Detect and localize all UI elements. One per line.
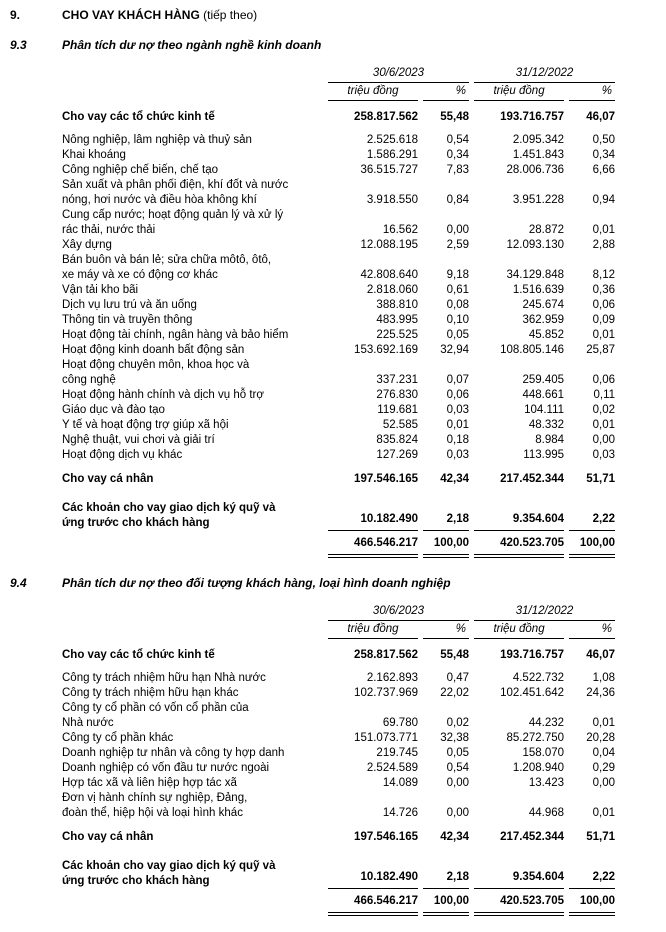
amount-cell: 362.959 [522, 314, 565, 326]
row-label: Thông tin và truyền thông [62, 314, 193, 326]
table-row [62, 148, 615, 163]
section-title-bold: CHO VAY KHÁCH HÀNG [62, 8, 200, 22]
table-row [62, 163, 615, 178]
amount-cell: 225.525 [376, 329, 418, 341]
percent-cell: 0,09 [592, 314, 616, 326]
row-label: Bán buôn và bán lẻ; sửa chữa môtô, ôtô, xe máy và xe có động cơ khác [62, 254, 272, 281]
percent-cell: 0,10 [446, 314, 470, 326]
percent-cell: 2,59 [446, 239, 470, 251]
percent-cell: 0,18 [446, 434, 470, 446]
row-label: Hợp tác xã và liên hiệp hợp tác xã [62, 777, 237, 789]
amount-cell: 9.354.604 [474, 495, 564, 531]
amount-cell: 14.089 [382, 777, 418, 789]
row-label: Các khoản cho vay giao dịch ký quỹ và ứng trước cho khách hàng [62, 860, 276, 887]
amount-cell: 28.006.736 [506, 164, 565, 176]
empty-header-cell [62, 65, 323, 83]
amount-cell: 219.745 [376, 747, 418, 759]
amount-cell: 1.451.843 [512, 149, 565, 161]
table-row [62, 889, 615, 916]
percent-cell: 0,02 [446, 717, 470, 729]
percent-cell: 55,48 [440, 649, 470, 661]
percent-cell: 0,07 [446, 374, 470, 386]
percent-cell: 0,84 [446, 194, 470, 206]
percent-cell: 0,01 [592, 807, 616, 819]
percent-cell: 0,01 [592, 329, 616, 341]
amount-cell: 104.111 [524, 404, 565, 416]
percent-cell: 0,01 [592, 419, 616, 431]
empty-header-cell [62, 621, 323, 639]
table-row [62, 358, 615, 388]
row-label: Cho vay các tổ chức kinh tế [62, 649, 215, 661]
percent-cell: 0,11 [593, 389, 616, 401]
amount-cell: 14.726 [382, 807, 418, 819]
subsection-9-3-number: 9.3 [10, 38, 27, 52]
row-label: Y tế và hoạt động trợ giúp xã hội [62, 419, 229, 431]
date-header-row [62, 65, 615, 83]
percent-cell: 0,04 [592, 747, 616, 759]
amount-cell: 102.451.642 [500, 687, 565, 699]
table-row [62, 208, 615, 238]
amount-cell: 3.918.550 [366, 194, 418, 206]
percent-cell: 2,18 [423, 853, 469, 889]
amount-cell: 10.182.490 [328, 495, 418, 531]
table-row [62, 671, 615, 686]
percent-cell: 22,02 [440, 687, 470, 699]
percent-cell: 0,03 [446, 404, 470, 416]
row-label: Công ty cổ phần khác [62, 732, 174, 744]
row-label: Sản xuất và phân phối điện, khí đốt và nước nóng, hơi nước và điều hòa không khí [62, 179, 289, 206]
percent-cell: 0,06 [592, 374, 616, 386]
row-label: Nông nghiệp, lâm nghiệp và thuỷ sản [62, 134, 252, 146]
table-row [62, 639, 615, 671]
table-row [62, 853, 615, 889]
amount-cell: 259.405 [522, 374, 565, 386]
percent-cell: 2,22 [569, 853, 615, 889]
percent-cell: 0,34 [592, 149, 616, 161]
amount-cell: 113.995 [523, 449, 565, 461]
table-row [62, 433, 615, 448]
amount-cell: 44.232 [528, 717, 565, 729]
amount-cell: 420.523.705 [474, 889, 564, 916]
percent-cell: 0,94 [592, 194, 616, 206]
table-row [62, 746, 615, 761]
amount-cell: 8.984 [535, 434, 565, 446]
row-label: Doanh nghiệp có vốn đầu tư nước ngoài [62, 762, 270, 774]
percent-cell: 0,02 [592, 404, 616, 416]
percent-cell: 0,06 [446, 389, 470, 401]
table-row [62, 313, 615, 328]
amount-cell: 151.073.771 [354, 732, 418, 744]
table-row [62, 731, 615, 746]
percent-cell: 46,07 [586, 111, 616, 123]
amount-cell: 245.674 [522, 299, 565, 311]
row-label: Cung cấp nước; hoạt động quản lý và xử lý rác thải, nước thải [62, 209, 284, 236]
amount-cell: 1.586.291 [366, 149, 418, 161]
amount-cell: 28.872 [528, 224, 565, 236]
row-label [62, 889, 323, 916]
table-row [62, 253, 615, 283]
table-row [62, 418, 615, 433]
col-header-date-current: 30/6/2023 [328, 65, 469, 83]
percent-cell: 25,87 [586, 344, 616, 356]
percent-cell: 100,00 [569, 531, 615, 558]
percent-cell: 0,00 [446, 807, 470, 819]
section-heading [10, 7, 666, 23]
percent-cell: 8,12 [592, 269, 616, 281]
row-label: Cho vay các tổ chức kinh tế [62, 111, 215, 123]
percent-cell: 0,01 [592, 717, 616, 729]
table-row [62, 776, 615, 791]
percent-cell: 0,01 [446, 419, 470, 431]
percent-cell: 100,00 [569, 889, 615, 916]
table-row [62, 403, 615, 418]
percent-cell: 0,36 [592, 284, 616, 296]
amount-cell: 466.546.217 [328, 889, 418, 916]
amount-cell: 102.737.969 [354, 687, 418, 699]
amount-cell: 197.546.165 [354, 831, 418, 843]
col-header-percent: % [569, 83, 615, 101]
col-header-unit: triệu đồng [328, 83, 418, 101]
amount-cell: 34.129.848 [506, 269, 565, 281]
row-label [62, 531, 323, 558]
amount-cell: 483.995 [376, 314, 418, 326]
percent-cell: 0,03 [446, 449, 470, 461]
percent-cell: 2,22 [569, 495, 615, 531]
percent-cell: 0,03 [592, 449, 616, 461]
table-row [62, 791, 615, 821]
percent-cell: 32,94 [440, 344, 470, 356]
row-label: Dịch vụ lưu trú và ăn uống [62, 299, 197, 311]
percent-cell: 0,00 [446, 224, 470, 236]
col-header-percent: % [423, 83, 469, 101]
amount-cell: 45.852 [528, 329, 565, 341]
amount-cell: 158.070 [522, 747, 565, 759]
percent-cell: 100,00 [423, 531, 469, 558]
amount-cell: 12.093.130 [506, 239, 565, 251]
empty-header-cell [62, 83, 323, 101]
section-title [62, 7, 257, 23]
table-row [62, 133, 615, 148]
table-row [62, 283, 615, 298]
amount-cell: 2.095.342 [512, 134, 565, 146]
col-header-unit: triệu đồng [328, 621, 418, 639]
row-label: Hoạt động chuyên môn, khoa học và công nghệ [62, 359, 250, 386]
percent-cell: 0,34 [446, 149, 470, 161]
unit-header-row [62, 621, 615, 639]
section-number: 9. [10, 8, 21, 22]
percent-cell: 42,34 [440, 831, 470, 843]
subsection-9-3-title: Phân tích dư nợ theo ngành nghề kinh doanh [62, 38, 322, 52]
amount-cell: 258.817.562 [354, 649, 418, 661]
amount-cell: 52.585 [382, 419, 418, 431]
amount-cell: 448.661 [522, 389, 565, 401]
table-row [62, 101, 615, 133]
amount-cell: 4.522.732 [512, 672, 565, 684]
date-header-row [62, 603, 615, 621]
amount-cell: 276.830 [376, 389, 418, 401]
amount-cell: 153.692.169 [354, 344, 418, 356]
subsection-9-3-heading [10, 37, 666, 53]
percent-cell: 51,71 [586, 473, 616, 485]
amount-cell: 466.546.217 [328, 531, 418, 558]
row-label: Khai khoáng [62, 149, 126, 161]
amount-cell: 2.818.060 [366, 284, 418, 296]
amount-cell: 69.780 [382, 717, 418, 729]
amount-cell: 2.525.618 [366, 134, 418, 146]
percent-cell: 24,36 [586, 687, 616, 699]
row-label: Hoạt động hành chính và dịch vụ hỗ trợ [62, 389, 264, 401]
row-label: Công ty cổ phần có vốn cổ phần của Nhà nước [62, 702, 249, 729]
percent-cell: 0,00 [592, 434, 616, 446]
percent-cell: 0,54 [446, 134, 470, 146]
amount-cell: 16.562 [382, 224, 418, 236]
row-label: Các khoản cho vay giao dịch ký quỹ và ứng trước cho khách hàng [62, 502, 276, 529]
row-label: Công nghiệp chế biến, chế tạo [62, 164, 219, 176]
amount-cell: 217.452.344 [500, 831, 565, 843]
percent-cell: 2,88 [592, 239, 616, 251]
table-row [62, 495, 615, 531]
unit-header-row [62, 83, 615, 101]
percent-cell: 0,00 [446, 777, 470, 789]
percent-cell: 0,00 [592, 777, 616, 789]
amount-cell: 9.354.604 [474, 853, 564, 889]
amount-cell: 2.524.589 [366, 762, 418, 774]
row-label: Hoạt động tài chính, ngân hàng và bảo hiểm [62, 329, 289, 341]
table-row [62, 463, 615, 495]
percent-cell: 0,08 [446, 299, 470, 311]
table-row [62, 701, 615, 731]
col-header-date-prior: 31/12/2022 [474, 603, 615, 621]
row-label: Xây dựng [62, 239, 112, 251]
percent-cell: 0,05 [446, 329, 470, 341]
percent-cell: 32,38 [440, 732, 470, 744]
table-row [62, 328, 615, 343]
amount-cell: 835.824 [376, 434, 418, 446]
percent-cell: 0,05 [446, 747, 470, 759]
amount-cell: 44.968 [528, 807, 565, 819]
percent-cell: 100,00 [423, 889, 469, 916]
percent-cell: 0,61 [446, 284, 470, 296]
percent-cell: 55,48 [440, 111, 470, 123]
table-row [62, 686, 615, 701]
table-row [62, 178, 615, 208]
amount-cell: 217.452.344 [500, 473, 565, 485]
amount-cell: 1.516.639 [512, 284, 565, 296]
amount-cell: 42.808.640 [360, 269, 418, 281]
col-header-unit: triệu đồng [474, 621, 564, 639]
amount-cell: 420.523.705 [474, 531, 564, 558]
amount-cell: 36.515.727 [360, 164, 418, 176]
table-row [62, 448, 615, 463]
amount-cell: 12.088.195 [360, 239, 418, 251]
amount-cell: 337.231 [376, 374, 418, 386]
row-label: Giáo dục và đào tạo [62, 404, 165, 416]
percent-cell: 0,50 [592, 134, 616, 146]
table-row [62, 821, 615, 853]
percent-cell: 2,18 [423, 495, 469, 531]
amount-cell: 119.681 [377, 404, 418, 416]
table-row [62, 298, 615, 313]
industry-analysis-table-body [62, 101, 615, 558]
percent-cell: 6,66 [592, 164, 616, 176]
table-row [62, 388, 615, 403]
row-label: Doanh nghiệp tư nhân và công ty hợp danh [62, 747, 285, 759]
row-label: Nghệ thuật, vui chơi và giải trí [62, 434, 215, 446]
percent-cell: 9,18 [446, 269, 470, 281]
row-label: Hoạt động kinh doanh bất động sản [62, 344, 245, 356]
col-header-date-current: 30/6/2023 [328, 603, 469, 621]
customer-type-analysis-table-body [62, 639, 615, 916]
percent-cell: 42,34 [440, 473, 470, 485]
table-row [62, 238, 615, 253]
row-label: Vận tải kho bãi [62, 284, 139, 296]
table-row [62, 761, 615, 776]
subsection-9-4-heading [10, 575, 666, 591]
amount-cell: 13.423 [528, 777, 565, 789]
amount-cell: 193.716.757 [500, 111, 565, 123]
row-label: Cho vay cá nhân [62, 831, 154, 843]
percent-cell: 0,47 [446, 672, 470, 684]
amount-cell: 193.716.757 [500, 649, 565, 661]
amount-cell: 108.805.146 [500, 344, 565, 356]
row-label: Đơn vị hành chính sự nghiệp, Đảng, đoàn thể, hiệp hội và loại hình khác [62, 792, 248, 819]
amount-cell: 127.269 [376, 449, 418, 461]
row-label: Cho vay cá nhân [62, 473, 154, 485]
row-label: Hoạt động dịch vụ khác [62, 449, 183, 461]
percent-cell: 20,28 [586, 732, 616, 744]
col-header-unit: triệu đồng [474, 83, 564, 101]
industry-analysis-table [57, 65, 620, 558]
customer-type-analysis-table [57, 603, 620, 916]
percent-cell: 0,06 [592, 299, 616, 311]
amount-cell: 48.332 [528, 419, 565, 431]
amount-cell: 197.546.165 [354, 473, 418, 485]
empty-header-cell [62, 603, 323, 621]
row-label: Công ty trách nhiệm hữu hạn Nhà nước [62, 672, 266, 684]
table-row [62, 531, 615, 558]
amount-cell: 388.810 [376, 299, 418, 311]
subsection-9-4-title: Phân tích dư nợ theo đối tượng khách hàng, loại hình doanh nghiệp [62, 576, 451, 590]
percent-cell: 51,71 [586, 831, 616, 843]
amount-cell: 3.951.228 [512, 194, 565, 206]
percent-cell: 0,29 [592, 762, 616, 774]
section-title-suffix: (tiếp theo) [199, 8, 258, 22]
percent-cell: 1,08 [592, 672, 616, 684]
percent-cell: 46,07 [586, 649, 616, 661]
col-header-date-prior: 31/12/2022 [474, 65, 615, 83]
amount-cell: 85.272.750 [506, 732, 565, 744]
percent-cell: 0,54 [446, 762, 470, 774]
amount-cell: 1.208.940 [512, 762, 565, 774]
col-header-percent: % [569, 621, 615, 639]
subsection-9-4-number: 9.4 [10, 576, 27, 590]
col-header-percent: % [423, 621, 469, 639]
percent-cell: 7,83 [446, 164, 470, 176]
amount-cell: 2.162.893 [366, 672, 418, 684]
row-label: Công ty trách nhiệm hữu hạn khác [62, 687, 239, 699]
amount-cell: 10.182.490 [328, 853, 418, 889]
amount-cell: 258.817.562 [354, 111, 418, 123]
percent-cell: 0,01 [592, 224, 616, 236]
table-row [62, 343, 615, 358]
